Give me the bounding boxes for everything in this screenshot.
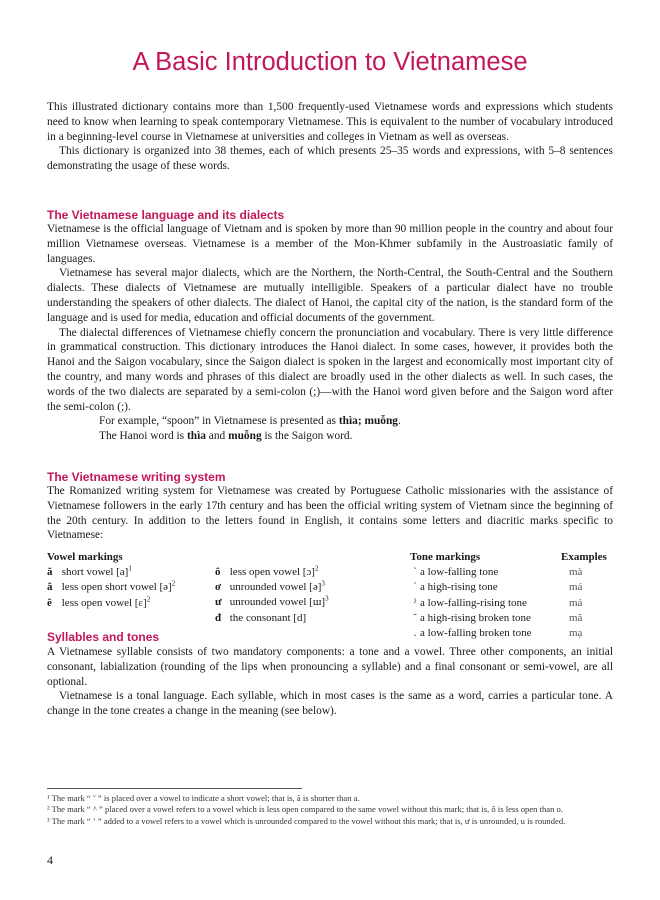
footnote-1: ¹ The mark “ ˘ ” is placed over a vowel to indicate a short vowel; that is, ă is shorter than a.: [47, 793, 360, 803]
vowel-row: [215, 595, 329, 610]
dialects-paragraph-3: The dialectal differences of Vietnamese chiefly concern the pronunciation and vocabulary. There is very little difference in grammatical construction. This dictionary introduces the Hanoi dialect. In some cases, however, it provides both the Hanoi and the Saigon vocabulary, since the Saigon dialect is spoken in the largest and economically most important city of the country, and many words and phrases of this dialect are broadly used in the other dialects as well. In such cases, the words of the two dialects are separated by a semi-colon (;)—with the Hanoi word given before and the Saigon word after the semi-colon (;).: [47, 326, 613, 413]
example-1-word: thìa; muỗng: [338, 415, 399, 428]
vowel-symbol: ư: [215, 596, 222, 609]
footnote-ref: 3: [325, 594, 329, 603]
dialects-paragraph-2: Vietnamese has several major dialects, which are the Northern, the North-Central, the South-Central and the Southern dialects. These dialects of Vietnamese are mutually intelligible. Speakers of a particular dialect have no trouble understanding the speakers of other dialects. The dialect of Hanoi, the capital city of the nation, is the standard form of the language and is used for media, education and official documents of the government.: [47, 267, 613, 324]
page-title: A Basic Introduction to Vietnamese: [132, 48, 528, 76]
vowel-symbol: ô: [215, 566, 221, 578]
vowel-row: [215, 565, 329, 580]
example-line-2: [47, 429, 613, 444]
footnote-ref: 2: [171, 579, 176, 588]
footnote-ref: 2: [146, 594, 151, 603]
tone-mark: ˋ: [413, 566, 417, 579]
examples-header: Examples: [561, 551, 607, 563]
vowel-row: [215, 611, 329, 626]
vowel-markings-right: [215, 565, 329, 626]
example-1-text: For example, “spoon” in Vietnamese is presented as: [99, 415, 339, 428]
page-number: 4: [47, 853, 53, 867]
example-2-text: The Hanoi word is: [99, 430, 187, 443]
tone-row: [410, 596, 532, 611]
tone-description: a low-falling broken tone: [420, 627, 532, 640]
vowel-description: short vowel [a]: [61, 566, 129, 579]
example-2-end: is the Saigon word.: [261, 430, 353, 443]
vowel-symbol: ê: [47, 596, 52, 609]
vowel-row: [47, 596, 175, 611]
intro-paragraph-2: This dictionary is organized into 38 themes, each of which presents 25–35 words and expressions, with 5–8 sentences demonstrating the usage of these words.: [47, 145, 613, 173]
syllables-paragraph-1: A Vietnamese syllable consists of two mandatory components: a tone and a vowel. Three other components, an initial consonant, labialization (rounding of the lips when pronouncing a syllable) and a final consonant or semi-vowel, are all optional.: [47, 646, 613, 688]
syllables-section: [47, 645, 613, 719]
vowel-description: unrounded vowel [ɯ]: [229, 596, 326, 609]
vowel-symbol: ă: [47, 566, 53, 579]
vowel-row: [215, 580, 329, 595]
footnote-divider: [47, 788, 302, 789]
writing-system-section: [47, 484, 613, 543]
vowel-row: [47, 580, 175, 595]
vowel-description: less open vowel [ɛ]: [61, 596, 147, 609]
tone-row: [410, 565, 532, 580]
vowel-symbol: đ: [215, 611, 222, 624]
example-2-and: and: [205, 430, 229, 443]
vowel-description: the consonant [d]: [229, 611, 307, 624]
vowel-row: [47, 565, 175, 580]
example-line-1: [47, 414, 613, 429]
vowel-description: less open vowel [ɔ]: [229, 566, 315, 578]
footnote-ref: 1: [128, 564, 132, 573]
section-heading-writing-system: The Vietnamese writing system: [47, 470, 226, 484]
tone-description: a low-falling tone: [420, 566, 499, 579]
example-1-end: .: [398, 415, 401, 428]
tone-mark: .: [413, 627, 417, 640]
tone-example: mã: [569, 611, 583, 624]
tone-mark: ˜: [413, 611, 417, 624]
intro-section: [47, 100, 613, 174]
tone-examples: [561, 550, 607, 641]
tone-example: mạ: [569, 627, 583, 640]
tone-markings: [410, 550, 532, 641]
vowel-markings-header: Vowel markings: [47, 551, 123, 563]
footnotes: [47, 793, 613, 827]
intro-paragraph-1: This illustrated dictionary contains more than 1,500 frequently-used Vietnamese words and expressions which students need to know when learning to speak contemporary Vietnamese. This is equivalent to the number of vocabulary introduced in a beginning-level course in Vietnamese at universities and colleges in Vietnam as well as overseas.: [47, 101, 613, 143]
tone-example: mả: [569, 596, 583, 609]
footnote-ref: 3: [321, 579, 325, 588]
section-heading-syllables: Syllables and tones: [47, 630, 160, 644]
vowel-description: unrounded vowel [ə]: [229, 581, 322, 594]
footnote-3: ³ The mark “ ʼ ” added to a vowel refers to a vowel which is unrounded compared to the vowel without this mark; that is, ư is unrounded, u is rounded.: [47, 815, 566, 826]
vowel-symbol: ơ: [215, 581, 222, 594]
dialects-section: [47, 222, 613, 444]
tone-mark: ˊ: [413, 581, 417, 594]
footnote-ref: 2: [314, 564, 319, 573]
tone-row: [410, 611, 532, 626]
vowel-markings-left: [47, 550, 175, 611]
vowel-symbol: â: [47, 581, 53, 594]
tone-example: má: [569, 581, 583, 594]
tone-row: [410, 580, 532, 595]
syllables-paragraph-2: Vietnamese is a tonal language. Each syllable, which in most cases is the same as a word, carries a particular tone. A change in the tone creates a change in the meaning (see below).: [47, 690, 613, 718]
tone-description: a high-rising broken tone: [420, 611, 531, 624]
tone-markings-header: Tone markings: [410, 551, 481, 563]
dialects-paragraph-1: Vietnamese is the official language of Vietnam and is spoken by more than 90 million people in the country and about four million Vietnamese overseas. Vietnamese is a member of the Mon-Khmer subfamily in the Austroasiatic family of languages.: [47, 223, 613, 265]
footnote-2: ² The mark “ ^ ” placed over a vowel refers to a vowel which is less open compared to the same vowel without this mark; that is, ô is less open than o.: [47, 804, 563, 815]
tone-mark: ˀ: [413, 596, 417, 609]
vowel-description: less open short vowel [ə]: [61, 581, 172, 594]
example-2-hanoi-word: thìa: [186, 430, 206, 443]
tone-row: [410, 626, 532, 641]
tone-description: a high-rising tone: [420, 581, 498, 594]
tone-example: mà: [569, 566, 583, 579]
section-heading-dialects: The Vietnamese language and its dialects: [47, 208, 285, 222]
tone-description: a low-falling-rising tone: [420, 596, 527, 609]
writing-system-paragraph: The Romanized writing system for Vietnamese was created by Portuguese Catholic missionaries with the assistance of Vietnamese followers in the early 17th century and has been the official writing system of Vietnam since the beginning of the 20th century. In addition to the letters found in English, it contains some letters and diacritic marks specific to Vietnamese:: [47, 485, 613, 542]
example-2-saigon-word: muỗng: [228, 430, 262, 443]
